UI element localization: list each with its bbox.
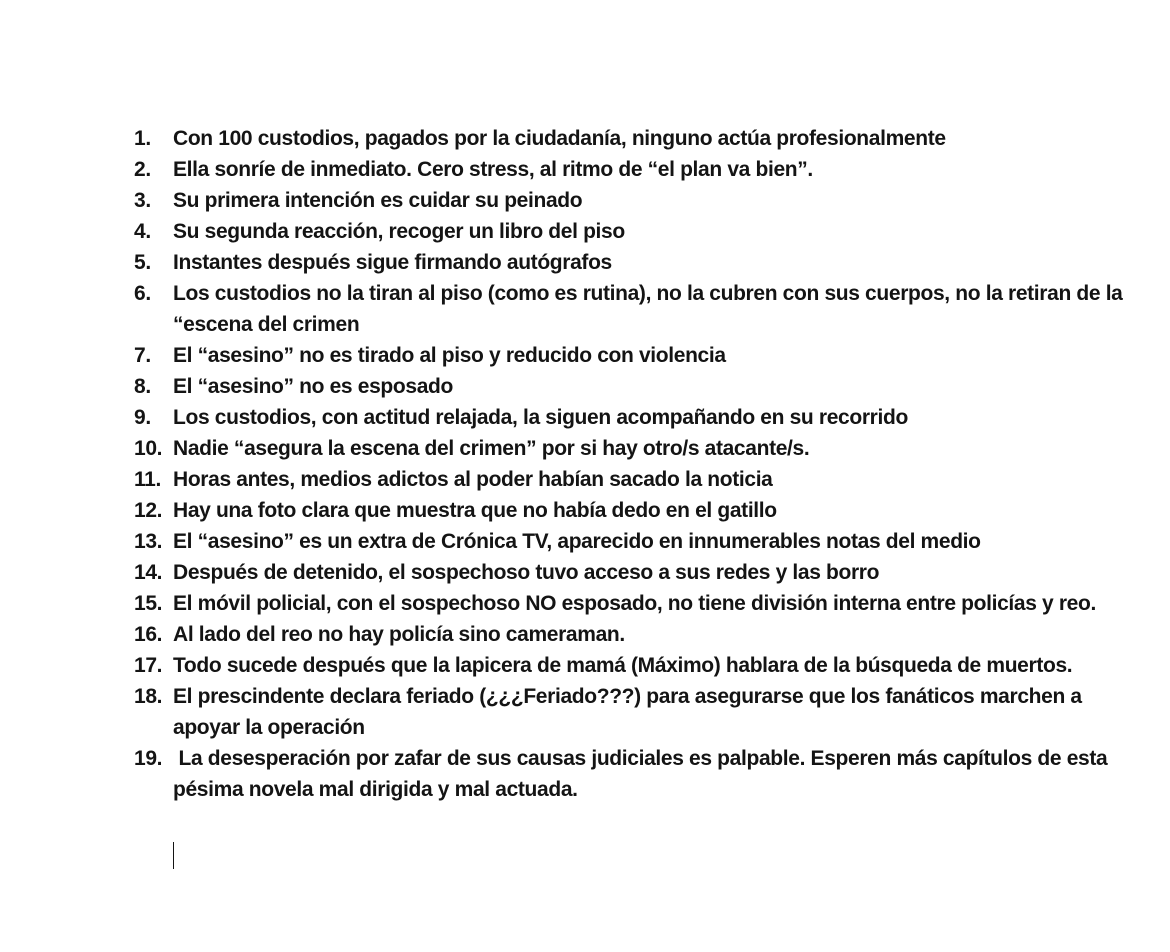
item-number: 10. [134,437,163,460]
item-text[interactable]: La desesperación por zafar de sus causas judiciales es palpable. Esperen más capítulos de esta pésima novela mal dirigida y mal actuada. [173,747,1113,801]
list-item [134,650,1124,681]
item-text[interactable]: Instantes después sigue firmando autógrafos [173,251,612,274]
list-item [134,526,1124,557]
list-item [134,216,1124,247]
item-number: 18. [134,685,163,708]
item-number: 4. [134,220,151,243]
item-text[interactable]: Su segunda reacción, recoger un libro del piso [173,220,625,243]
list-item [134,371,1124,402]
item-text[interactable]: Todo sucede después que la lapicera de mamá (Máximo) hablara de la búsqueda de muertos. [173,654,1073,677]
item-text[interactable]: El prescindente declara feriado (¿¿¿Feriado???) para asegurarse que los fanáticos marchen a apoyar la operación [173,685,1088,739]
item-text[interactable]: Con 100 custodios, pagados por la ciudadanía, ninguno actúa profesionalmente [173,127,946,150]
list-item [134,402,1124,433]
item-number: 3. [134,189,151,212]
item-number: 7. [134,344,151,367]
item-number: 11. [134,468,161,491]
item-text[interactable]: Los custodios no la tiran al piso (como es rutina), no la cubren con sus cuerpos, no la retiran de la “escena del crimen [173,282,1129,336]
list-item [134,681,1124,743]
item-text[interactable]: Después de detenido, el sospechoso tuvo acceso a sus redes y las borro [173,561,880,584]
item-number: 12. [134,499,163,522]
item-number: 1. [134,127,151,150]
item-text[interactable]: El “asesino” no es tirado al piso y reducido con violencia [173,344,726,367]
list-item [134,588,1124,619]
item-text[interactable]: El “asesino” es un extra de Crónica TV, aparecido en innumerables notas del medio [173,530,981,553]
list-item [134,464,1124,495]
item-number: 19. [134,747,163,770]
list-item [134,557,1124,588]
item-number: 16. [134,623,163,646]
item-number: 6. [134,282,151,305]
list-item [134,278,1129,340]
list-item [134,340,1124,371]
item-text[interactable]: Los custodios, con actitud relajada, la siguen acompañando en su recorrido [173,406,908,429]
item-number: 14. [134,561,163,584]
item-number: 13. [134,530,163,553]
item-number: 2. [134,158,151,181]
list-item [134,495,1124,526]
list-item [134,185,1124,216]
item-text[interactable]: El “asesino” no es esposado [173,375,453,398]
item-number: 5. [134,251,151,274]
item-text[interactable]: Nadie “asegura la escena del crimen” por si hay otro/s atacante/s. [173,437,810,460]
item-number: 9. [134,406,151,429]
numbered-list [134,123,1129,805]
text-cursor [173,842,174,869]
list-item [134,123,1124,154]
list-item [134,247,1124,278]
item-number: 8. [134,375,151,398]
item-text[interactable]: Hay una foto clara que muestra que no había dedo en el gatillo [173,499,777,522]
list-item [134,433,1124,464]
list-item [134,743,1124,805]
item-text[interactable]: Su primera intención es cuidar su peinado [173,189,583,212]
list-item [134,154,1124,185]
item-text[interactable]: El móvil policial, con el sospechoso NO esposado, no tiene división interna entre policías y reo. [173,592,1096,615]
list-item [134,619,1124,650]
item-text[interactable]: Al lado del reo no hay policía sino cameraman. [173,623,625,646]
item-text[interactable]: Ella sonríe de inmediato. Cero stress, al ritmo de “el plan va bien”. [173,158,813,181]
item-text[interactable]: Horas antes, medios adictos al poder habían sacado la noticia [173,468,773,491]
item-number: 17. [134,654,163,677]
item-number: 15. [134,592,163,615]
